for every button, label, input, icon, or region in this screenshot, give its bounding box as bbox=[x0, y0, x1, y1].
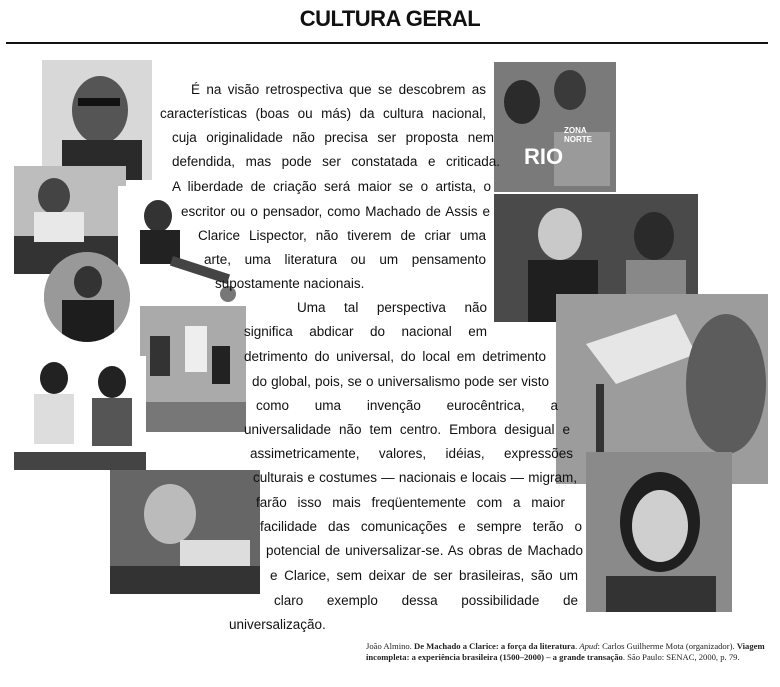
photo-old-man-reading bbox=[110, 470, 260, 594]
poster-title-rio: RIO bbox=[524, 144, 564, 169]
page-title: CULTURA GERAL bbox=[299, 6, 481, 31]
body-line-9: supostamente nacionais. bbox=[215, 276, 365, 291]
citation-editor: : Carlos Guilherme Mota (organizador). bbox=[597, 641, 735, 651]
body-line-6: escritor ou o pensador, como Machado de Assis e bbox=[181, 204, 490, 219]
body-line-11: significa abdicar do nacional em bbox=[244, 324, 487, 339]
body-line-20: potencial de universalizar-se. As obras de Machado bbox=[266, 543, 583, 558]
body-line-2: características (boas ou más) da cultura nacional, bbox=[160, 106, 486, 121]
body-line-7: Clarice Lispector, não tiverem de criar uma bbox=[198, 228, 486, 243]
body-line-14: como uma invenção eurocêntrica, a bbox=[256, 398, 558, 413]
citation-author: João Almino. bbox=[366, 641, 412, 651]
photo-guitarist bbox=[44, 252, 130, 342]
body-line-13: do global, pois, se o universalismo pode ser visto bbox=[252, 374, 549, 389]
poster-subtitle: ZONA NORTE bbox=[564, 126, 592, 144]
body-line-19: facilidade das comunicações e sempre terão o bbox=[260, 519, 582, 534]
body-line-5: A liberdade de criação será maior se o artista, o bbox=[172, 179, 491, 194]
body-line-10: Uma tal perspectiva não bbox=[297, 300, 487, 315]
body-line-18: farão isso mais freqüentemente com a maior bbox=[256, 495, 565, 510]
body-line-12: detrimento do universal, do local em detrimento bbox=[244, 349, 546, 364]
photo-man-glasses-microphone bbox=[42, 60, 152, 180]
body-line-16: assimetricamente, valores, idéias, expressões bbox=[250, 446, 573, 461]
photo-actress-portrait bbox=[586, 452, 732, 612]
citation-book: Viagem incompleta: a experiência brasileira (1500–2000) – a grande transação bbox=[366, 641, 765, 662]
citation-publisher: . São Paulo: SENAC, 2000, bbox=[622, 652, 719, 662]
body-line-4: defendida, mas pode ser constatada e criticada. bbox=[172, 154, 500, 169]
body-line-15: universalidade não tem centro. Embora desigual e bbox=[244, 422, 570, 437]
body-line-1: É na visão retrospectiva que se descobrem as bbox=[191, 82, 486, 97]
body-line-22: claro exemplo dessa possibilidade de bbox=[274, 593, 578, 608]
photo-football-match bbox=[140, 306, 246, 432]
body-line-8: arte, uma literatura ou um pensamento bbox=[204, 252, 486, 267]
body-line-3: cuja originalidade não precisa ser proposta nem bbox=[172, 130, 494, 145]
title-divider bbox=[6, 42, 768, 44]
body-line-17: culturais e costumes — nacionais e locais — migram, bbox=[253, 470, 577, 485]
citation-work: De Machado a Clarice: a força da literatura bbox=[414, 641, 576, 651]
citation-pages: p. 79. bbox=[720, 652, 740, 662]
source-citation: João Almino. De Machado a Clarice: a força da literatura. Apud: Carlos Guilherme Mota (organizador). Viagem incompleta: a experiência brasileira (1500–2000) – a grande transação. São Paulo: SENAC, 2000, p. 79. bbox=[366, 641, 765, 662]
body-line-21: e Clarice, sem deixar de ser brasileiras, são um bbox=[270, 568, 578, 583]
body-line-23: universalização. bbox=[229, 617, 326, 632]
citation-apud: Apud bbox=[579, 641, 598, 651]
photo-movie-poster bbox=[494, 62, 616, 192]
